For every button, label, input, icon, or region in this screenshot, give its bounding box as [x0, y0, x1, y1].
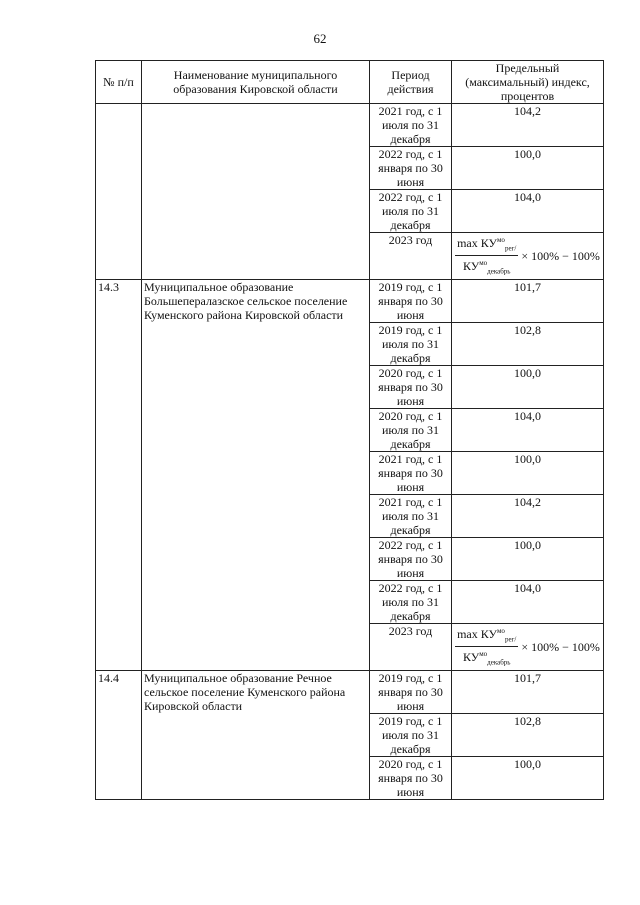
table-row — [96, 670, 604, 713]
period-cell: 2019 год, с 1 июля по 31 декабря — [370, 322, 452, 365]
index-cell: 104,0 — [452, 580, 604, 623]
header-num: № п/п — [96, 61, 142, 104]
formula-numerator: $\max КУ^{мо}_{рег/}$ — [455, 233, 518, 256]
formula-fraction — [455, 624, 518, 670]
index-cell: 102,8 — [452, 713, 604, 756]
index-cell: 100,0 — [452, 365, 604, 408]
index-formula — [454, 233, 601, 279]
row-number-cell: 14.4 — [96, 670, 142, 799]
tariff-index-table — [95, 60, 604, 800]
index-cell: 102,8 — [452, 322, 604, 365]
period-cell: 2019 год, с 1 июля по 31 декабря — [370, 713, 452, 756]
formula-tail: × 100% − 100% — [521, 639, 600, 654]
row-number-cell: 14.3 — [96, 279, 142, 670]
table-row — [96, 104, 604, 147]
header-index: Предельный (максимальный) индекс, процентов — [452, 61, 604, 104]
index-cell: 104,2 — [452, 104, 604, 147]
index-cell: 100,0 — [452, 537, 604, 580]
formula-denominator: $КУ^{мо}_{декабрь}$ — [462, 259, 511, 276]
period-cell: 2022 год, с 1 января по 30 июня — [370, 537, 452, 580]
period-cell: 2020 год, с 1 января по 30 июня — [370, 756, 452, 799]
formula-cell — [452, 233, 604, 280]
index-cell: 104,0 — [452, 190, 604, 233]
period-cell: 2019 год, с 1 января по 30 июня — [370, 670, 452, 713]
period-cell: 2022 год, с 1 июля по 31 декабря — [370, 190, 452, 233]
period-cell: 2023 год — [370, 623, 452, 670]
index-cell: 101,7 — [452, 670, 604, 713]
index-formula — [454, 624, 601, 670]
municipality-name-cell: Муниципальное образование Речное сельское поселение Куменского района Кировской области — [142, 670, 370, 799]
index-cell: 100,0 — [452, 147, 604, 190]
municipality-name-cell — [142, 104, 370, 280]
row-number-cell — [96, 104, 142, 280]
index-cell: 100,0 — [452, 756, 604, 799]
period-cell: 2019 год, с 1 января по 30 июня — [370, 279, 452, 322]
formula-numerator: $\max КУ^{мо}_{рег/}$ — [455, 624, 518, 647]
period-cell: 2020 год, с 1 июля по 31 декабря — [370, 408, 452, 451]
table-row — [96, 279, 604, 322]
page-number: 62 — [313, 31, 327, 46]
index-cell: 100,0 — [452, 451, 604, 494]
index-cell: 104,0 — [452, 408, 604, 451]
formula-cell — [452, 623, 604, 670]
period-cell: 2021 год, с 1 января по 30 июня — [370, 451, 452, 494]
period-cell: 2021 год, с 1 июля по 31 декабря — [370, 104, 452, 147]
formula-tail: × 100% − 100% — [521, 248, 600, 263]
period-cell: 2023 год — [370, 233, 452, 280]
table-header-row — [96, 61, 604, 104]
header-name: Наименование муниципального образования Кировской области — [142, 61, 370, 104]
period-cell: 2022 год, с 1 июля по 31 декабря — [370, 580, 452, 623]
municipality-name-cell: Муниципальное образование Большепералазское сельское поселение Куменского района Кировской области — [142, 279, 370, 670]
index-cell: 101,7 — [452, 279, 604, 322]
index-cell: 104,2 — [452, 494, 604, 537]
formula-fraction — [455, 233, 518, 279]
period-cell: 2022 год, с 1 января по 30 июня — [370, 147, 452, 190]
period-cell: 2021 год, с 1 июля по 31 декабря — [370, 494, 452, 537]
formula-denominator: $КУ^{мо}_{декабрь}$ — [462, 650, 511, 667]
period-cell: 2020 год, с 1 января по 30 июня — [370, 365, 452, 408]
header-period: Период действия — [370, 61, 452, 104]
